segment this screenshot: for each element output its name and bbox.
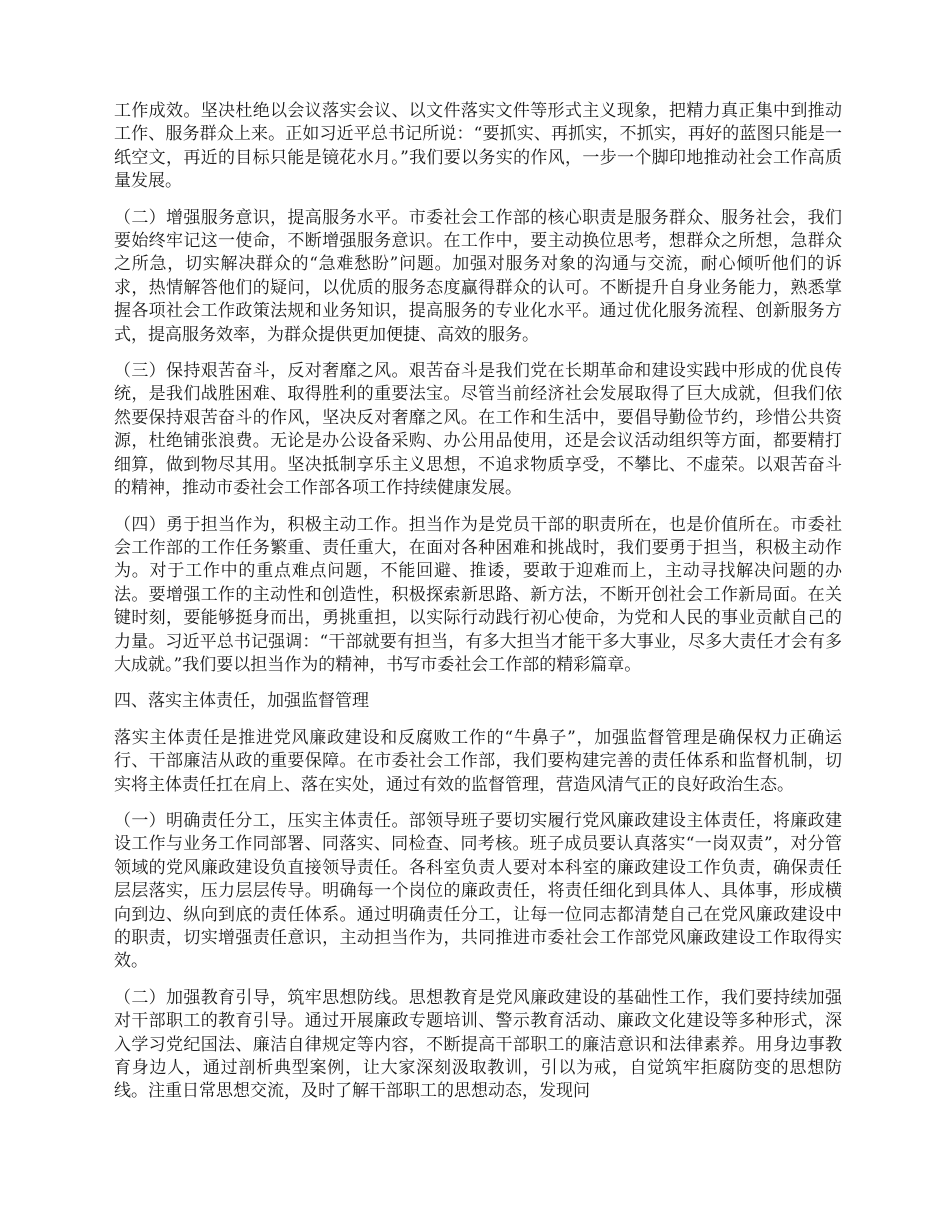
paragraph-work-results: 工作成效。坚决杜绝以会议落实会议、以文件落实文件等形式主义现象，把精力真正集中到推动工作、服务群众上来。正如习近平总书记所说：“要抓实、再抓实，不抓实，再好的蓝图只能是一纸空文，再近的目标只能是镜花水月。”我们要以务实的作风，一步一个脚印地推动社会工作高质量发展。: [114, 101, 842, 192]
paragraph-main-responsibility: 落实主体责任是推进党风廉政建设和反腐败工作的“牛鼻子”，加强监督管理是确保权力正确运行、干部廉洁从政的重要保障。在市委社会工作部，我们要构建完善的责任体系和监督机制，切实将主体责任扛在肩上、落在实处，通过有效的监督管理，营造风清气正的良好政治生态。: [114, 727, 842, 795]
paragraph-service-awareness: （二）增强服务意识，提高服务水平。市委社会工作部的核心职责是服务群众、服务社会，我们要始终牢记这一使命，不断增强服务意识。在工作中，要主动换位思考，想群众之所想，急群众之所急，切实解决群众的“急难愁盼”问题。加强对服务对象的沟通与交流，耐心倾听他们的诉求，热情解答他们的疑问，以优质的服务态度赢得群众的认可。不断提升自身业务能力，熟悉掌握各项社会工作政策法规和业务知识，提高服务的专业化水平。通过优化服务流程、创新服务方式，提高服务效率，为群众提供更加便捷、高效的服务。: [114, 207, 842, 345]
paragraph-clear-duties: （一）明确责任分工，压实主体责任。部领导班子要切实履行党风廉政建设主体责任，将廉政建设工作与业务工作同部署、同落实、同检查、同考核。班子成员要认真落实“一岗双责”，对分管领域的党风廉政建设负直接领导责任。各科室负责人要对本科室的廉政建设工作负责，确保责任层层落实，压力层层传导。明确每一个岗位的廉政责任，将责任细化到具体人、具体事，形成横向到边、纵向到底的责任体系。通过明确责任分工，让每一位同志都清楚自己在党风廉政建设中的职责，切实增强责任意识，主动担当作为，共同推进市委社会工作部党风廉政建设工作取得实效。: [114, 810, 842, 972]
paragraph-education: （二）加强教育引导，筑牢思想防线。思想教育是党风廉政建设的基础性工作，我们要持续加强对干部职工的教育引导。通过开展廉政专题培训、警示教育活动、廉政文化建设等多种形式，深入学习党纪国法、廉洁自律规定等内容，不断提高干部职工的廉洁意识和法律素养。用身边事教育身边人，通过剖析典型案例，让大家深刻汲取教训，引以为戒，自觉筑牢拒腐防变的思想防线。注重日常思想交流，及时了解干部职工的思想动态，发现问: [114, 987, 842, 1102]
paragraph-hard-work: （三）保持艰苦奋斗，反对奢靡之风。艰苦奋斗是我们党在长期革命和建设实践中形成的优良传统，是我们战胜困难、取得胜利的重要法宝。尽管当前经济社会发展取得了巨大成就，但我们依然要保持艰苦奋斗的作风，坚决反对奢靡之风。在工作和生活中，要倡导勤俭节约，珍惜公共资源，杜绝铺张浪费。无论是办公设备采购、办公用品使用，还是会议活动组织等方面，都要精打细算，做到物尽其用。坚决抵制享乐主义思想，不追求物质享受，不攀比、不虚荣。以艰苦奋斗的精神，推动市委社会工作部各项工作持续健康发展。: [114, 361, 842, 499]
paragraph-responsibility: （四）勇于担当作为，积极主动工作。担当作为是党员干部的职责所在，也是价值所在。市委社会工作部的工作任务繁重、责任重大，在面对各种困难和挑战时，我们要勇于担当，积极主动作为。对于工作中的重点难点问题，不能回避、推诿，要敢于迎难而上，主动寻找解决问题的办法。要增强工作的主动性和创造性，积极探索新思路、新方法，不断开创社会工作新局面。在关键时刻，要能够挺身而出，勇挑重担，以实际行动践行初心使命，为党和人民的事业贡献自己的力量。习近平总书记强调：“干部就要有担当，有多大担当才能干多大事业，尽多大责任才会有多大成就。”我们要以担当作为的精神，书写市委社会工作部的精彩篇章。: [114, 514, 842, 675]
section-heading-four: 四、落实主体责任，加强监督管理: [114, 691, 369, 712]
document-body: [114, 100, 842, 1117]
